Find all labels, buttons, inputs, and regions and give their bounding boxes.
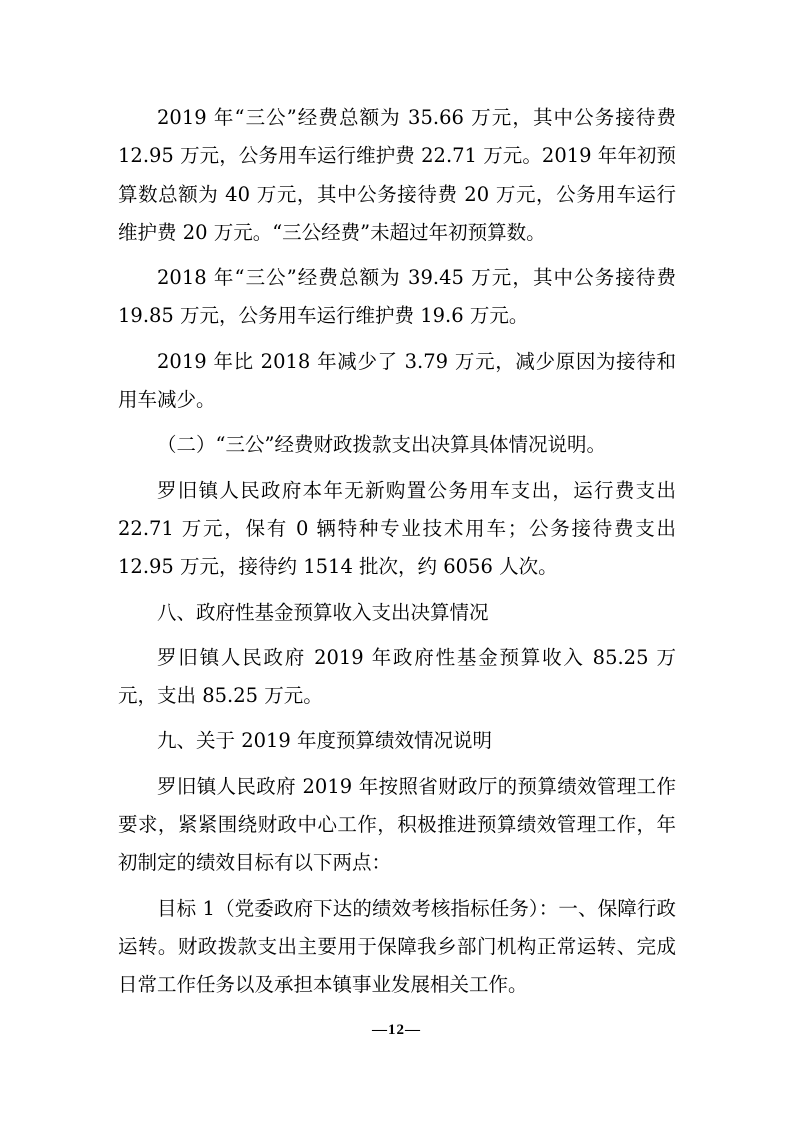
paragraph-sangong-2018: 2018 年“三公”经费总额为 39.45 万元，其中公务接待费 19.85 万元，公务用车运行维护费 19.6 万元。 [118,266,676,328]
page-number: —12— [372,1022,421,1038]
paragraph-year-comparison: 2019 年比 2018 年减少了 3.79 万元，减少原因为接待和用车减少。 [118,349,676,412]
paragraph-sangong-2019: 2019 年“三公”经费总额为 35.66 万元，其中公务接待费 12.95 万元，公务用车运行维护费 22.71 万元。2019 年年初预算数总额为 40 万元，其中公务接待费 20 万元，公务用车运行维护费 20 万元。“三公经费”未超过年初预算数。 [118,106,676,244]
section-heading-performance: 九、关于 2019 年度预算绩效情况说明 [157,729,493,753]
section-heading-fund-budget: 八、政府性基金预算收入支出决算情况 [157,600,489,624]
paragraph-vehicle-reception: 罗旧镇人民政府本年无新购置公务用车支出，运行费支出 22.71 万元，保有 0 辆特种专业技术用车；公务接待费支出 12.95 万元，接待约 1514 批次，约 6056 人次。 [118,478,676,579]
section-heading-sangong-details: （二）“三公”经费财政拨款支出决算具体情况说明。 [157,433,606,457]
paragraph-fund-budget: 罗旧镇人民政府 2019 年政府性基金预算收入 85.25 万元，支出 85.25 万元。 [118,645,676,708]
document-body [118,99,676,1012]
paragraph-goal-1: 目标 1（党委政府下达的绩效考核指标任务）：一、保障行政运转。财政拨款支出主要用于保障我乡部门机构正常运转、完成日常工作任务以及承担本镇事业发展相关工作。 [118,896,676,997]
paragraph-performance-intro: 罗旧镇人民政府 2019 年按照省财政厅的预算绩效管理工作要求，紧紧围绕财政中心工作，积极推进预算绩效管理工作，年初制定的绩效目标有以下两点： [118,774,676,875]
